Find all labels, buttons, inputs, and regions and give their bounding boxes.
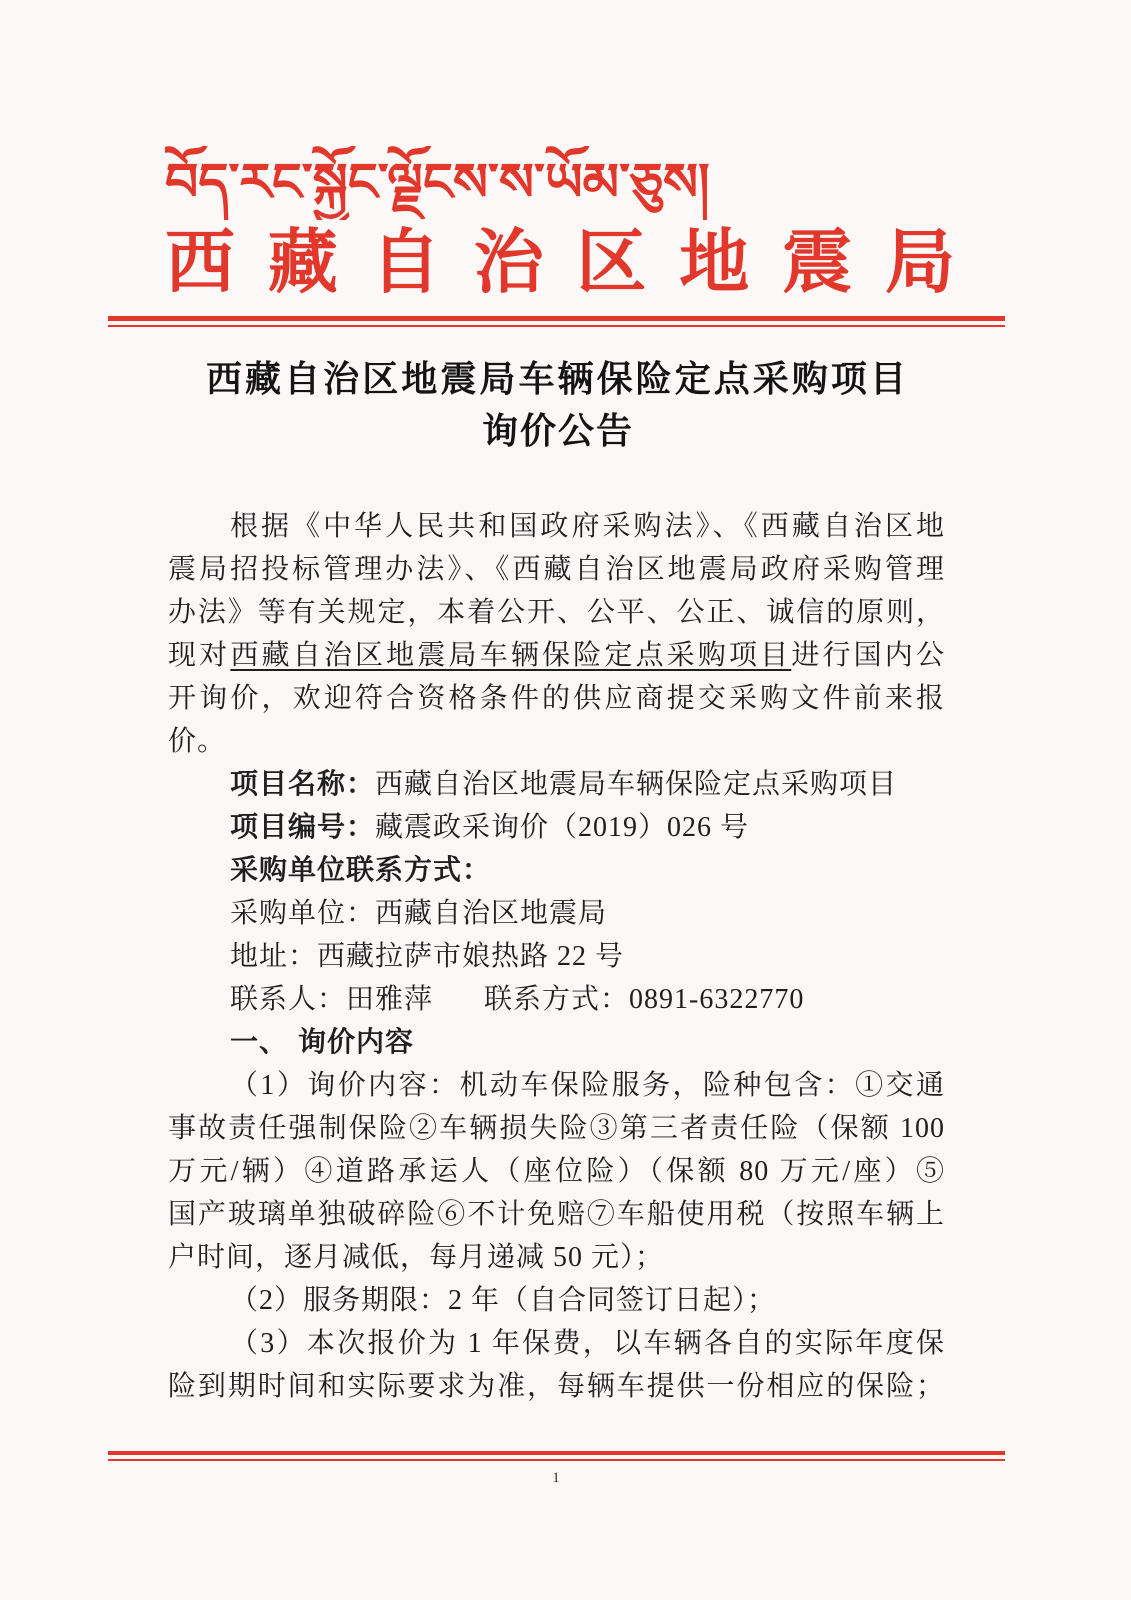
contact-heading: 采购单位联系方式：: [230, 855, 492, 886]
section-number: 一、: [230, 1027, 289, 1058]
section-title: 询价内容: [298, 1027, 415, 1058]
item-3-line: （3）本次报价为 1 年保费，以车辆各自的实际年度保: [230, 1328, 945, 1359]
item-1-line: 事故责任强制保险②车辆损失险③第三者责任险（保额 100: [168, 1113, 945, 1144]
intro-text: 现对: [168, 640, 231, 671]
item-1-line: 户时间，逐月减低，每月递减 50 元）；: [168, 1242, 665, 1273]
project-number-label: 项目编号：: [230, 812, 376, 843]
section-heading: [168, 1021, 945, 1064]
intro-line: 价。: [168, 726, 227, 757]
header-rule-thick: [108, 316, 1005, 321]
letterhead-chinese-name: 西藏自治区地震局: [165, 222, 955, 302]
intro-line: 办法》等有关规定，本着公开、公平、公正、诚信的原则，: [168, 597, 945, 628]
footer-rule-thick: [108, 1451, 1005, 1455]
project-number-row: [168, 806, 945, 849]
underlined-project-name: 西藏自治区地震局车辆保险定点采购项目: [230, 640, 792, 671]
item-3-line: 险到期时间和实际要求为准，每辆车提供一份相应的保险；: [168, 1371, 945, 1402]
item-1-line: 万元/辆）④道路承运人（座位险）（保额 80 万元/座）⑤: [168, 1156, 945, 1187]
project-name-row: [168, 763, 945, 806]
letterhead-tibetan-name: བོད་རང་སྐྱོང་ལྗོངས་ས་ཡོམ་ཅུས།: [165, 153, 710, 213]
address: 地址：西藏拉萨市娘热路 22 号: [230, 941, 625, 972]
item-2-line: （2）服务期限：2 年（自合同签订日起）；: [230, 1285, 777, 1316]
contact-phone: 联系方式：0891-6322770: [484, 984, 805, 1015]
header-rule-thin: [108, 325, 1005, 327]
intro-line: 根据《中华人民共和国政府采购法》、《西藏自治区地: [230, 511, 945, 542]
document-body: [168, 505, 945, 1408]
intro-text: 进行国内公: [791, 640, 945, 671]
purchasing-unit: 采购单位：西藏自治区地震局: [230, 898, 608, 929]
document-title-line-1: 西藏自治区地震局车辆保险定点采购项目: [206, 358, 906, 400]
project-number-value: 藏震政采询价（2019）026 号: [375, 812, 750, 843]
document-title-line-2: 询价公告: [482, 410, 632, 452]
item-1-line: 国产玻璃单独破碎险⑥不计免赔⑦车船使用税（按照车辆上: [168, 1199, 945, 1230]
page-number: 1: [552, 1470, 560, 1486]
contact-row: [168, 978, 945, 1021]
contact-person: 联系人：田雅萍: [230, 984, 434, 1015]
intro-line: 震局招投标管理办法》、《西藏自治区地震局政府采购管理: [168, 554, 945, 585]
footer-rule-thin: [108, 1459, 1005, 1461]
intro-line: 开询价，欢迎符合资格条件的供应商提交采购文件前来报: [168, 683, 945, 714]
intro-line: [168, 634, 945, 677]
item-1-line: （1）询价内容：机动车保险服务，险种包含：①交通: [230, 1070, 945, 1101]
project-name-value: 西藏自治区地震局车辆保险定点采购项目: [375, 769, 898, 800]
project-name-label: 项目名称：: [230, 769, 376, 800]
